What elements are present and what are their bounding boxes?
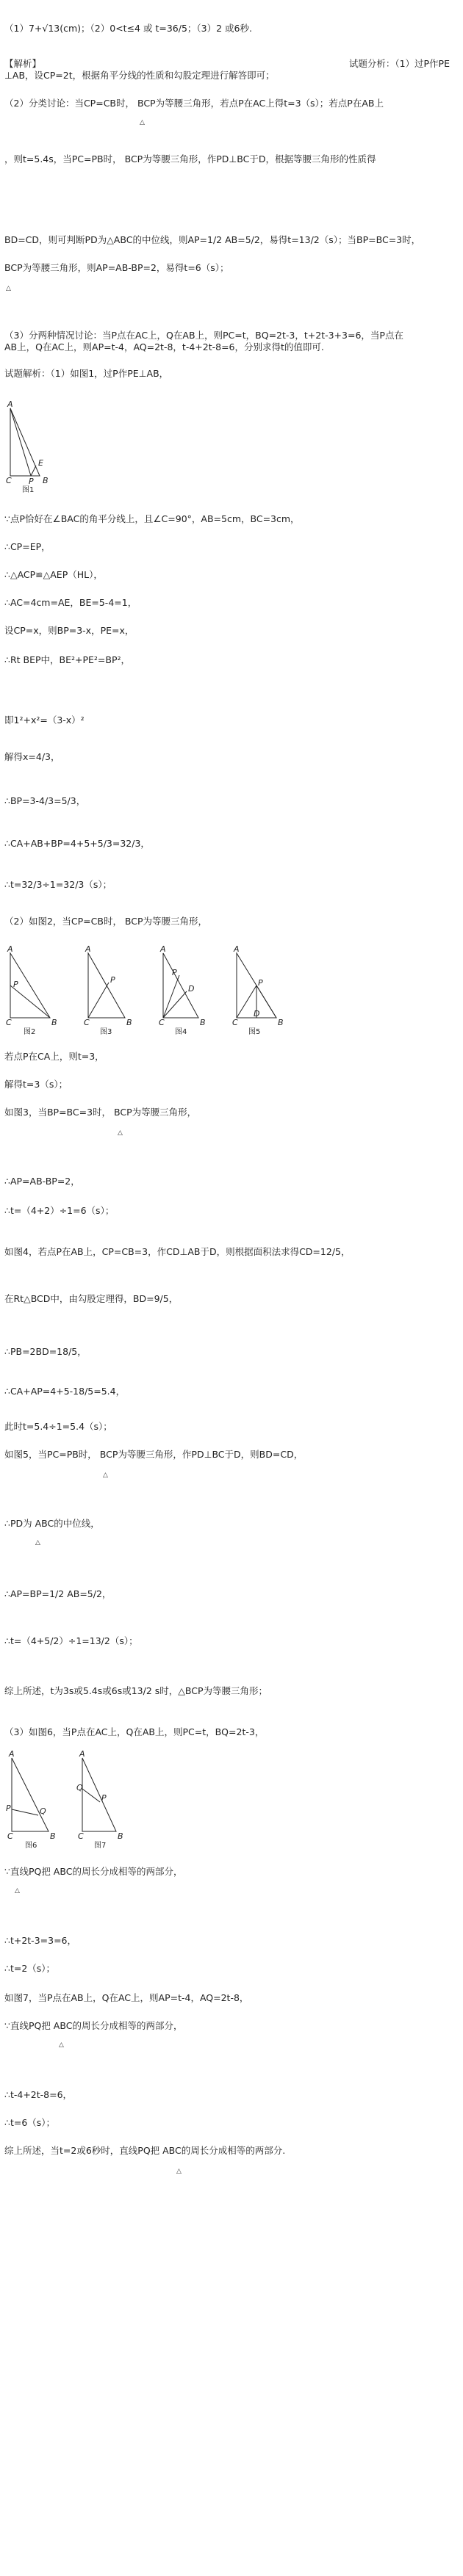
solution-step: ∴t=（4+5/2）÷1=13/2（s）； [4,1635,138,1646]
analysis-intro-right: 试题分析：（1）过P作PE [348,58,450,69]
label-D: D [254,1009,260,1019]
solution-step: ∴CA+AP=4+5-18/5=5.4， [4,1386,126,1397]
analysis-intro-line2: ⊥AB，设CP=2t，根据角平分线的性质和勾股定理进行解答即可； [4,70,275,81]
solution-step: 如图5，当PC=PB时， BCP为等腰三角形，作PD⊥BC于D，则BD=CD， [4,1449,304,1460]
label-A: A [79,1749,85,1759]
triangle-symbol: △ [59,2041,64,2049]
solution-step: 如图3，当BP=BC=3时， BCP为等腰三角形， [4,1107,197,1118]
figures-6-7 [6,1751,153,1856]
caption-fig3: 图3 [100,1028,112,1036]
triangle-symbol: △ [15,1887,20,1895]
solution-step: 解得x=4/3， [4,751,60,762]
solution-step: ∴Rt BEP中，BE²+PE²=BP²， [4,654,131,665]
label-C: C [6,476,12,485]
solution-step: ∵点P恰好在∠BAC的角平分线上，且∠C=90°，AB=5cm，BC=3cm， [4,513,300,524]
triangle-symbol: △ [176,2168,182,2175]
label-P: P [172,968,177,977]
label-A: A [160,944,166,954]
caption-fig6: 图6 [25,1842,37,1850]
solution-step: ∴t=2（s）； [4,1963,56,1974]
analysis-p2-line3: BD=CD，则可判断PD为△ABC的中位线，则AP=1/2 AB=5/2，易得t=13/2（s）；当BP=BC=3时， [4,234,421,245]
label-A: A [9,1749,15,1759]
triangle-symbol: △ [35,1539,40,1546]
label-C: C [84,1018,90,1027]
label-Q: Q [40,1806,46,1816]
solution-step: 解得t=3（s）； [4,1079,68,1090]
analysis-p3-line1: （3）分两种情况讨论：当P点在AC上，Q在AB上，则PC=t，BQ=2t-3，t+2t-3+3=6，当P点在 [4,330,403,341]
analysis-p2-line2: ，则t=5.4s，当PC=PB时， BCP为等腰三角形，作PD⊥BC于D，根据等腰三角形的性质得 [4,153,376,164]
solution-step: ∴t-4+2t-8=6， [4,2089,73,2100]
solution-step: 如图4，若点P在AB上，CP=CB=3，作CD⊥AB于D，则根据面积法求得CD=12/5， [4,1246,351,1257]
label-B: B [43,476,49,485]
label-B: B [126,1018,132,1027]
solution-step: ∴AP=AB-BP=2， [4,1176,80,1187]
label-A: A [7,944,13,954]
analysis-p2-line4: BCP为等腰三角形，则AP=AB-BP=2，易得t=6（s）； [4,262,229,273]
caption-fig4: 图4 [175,1028,187,1036]
label-E: E [38,458,43,468]
solution-step: ∴AP=BP=1/2 AB=5/2， [4,1588,112,1599]
solution-step: ∴t=32/3÷1=32/3（s）； [4,879,112,890]
figures-2-5 [6,944,315,1045]
label-B: B [51,1018,57,1027]
solution-step: ∴PD为 ABC的中位线， [4,1518,100,1529]
label-B: B [118,1831,123,1841]
caption-fig2: 图2 [24,1028,36,1036]
label-P: P [13,980,18,989]
label-C: C [232,1018,238,1027]
label-B: B [278,1018,284,1027]
solution-step: ∴CA+AB+BP=4+5+5/3=32/3， [4,838,150,849]
label-C: C [6,1018,12,1027]
caption-fig7: 图7 [94,1842,107,1850]
solution-step: 如图7，当P点在AB上，Q在AC上，则AP=t-4，AQ=2t-8， [4,1992,249,2003]
solution-step: ∵直线PQ把 ABC的周长分成相等的两部分， [4,2020,183,2031]
analysis-heading: 【解析】 [4,58,42,69]
solution-step: ∴t=6（s）； [4,2117,56,2128]
solution-step: 若点P在CA上，则t=3， [4,1051,104,1062]
triangle-symbol: △ [140,119,145,126]
solution-step: ∴t+2t-3=3=6， [4,1935,76,1946]
solution-step: 综上所述，t为3s或5.4s或6s或13/2 s时，△BCP为等腰三角形； [4,1685,268,1696]
solution-step: ∴BP=3-4/3=5/3， [4,795,86,806]
answer-line: （1）7+√13(cm)；（2）0<t≤4 或 t=36/5；（3）2 或6秒. [4,23,252,34]
label-P: P [6,1803,11,1813]
solution-step: 综上所述，当t=2或6秒时，直线PQ把 ABC的周长分成相等的两部分. [4,2145,286,2156]
solution-step: ∴△ACP≌△AEP（HL）， [4,569,103,580]
label-C: C [7,1831,13,1841]
triangle-symbol: △ [118,1129,123,1137]
solution-step: 设CP=x，则BP=3-x，PE=x， [4,625,134,636]
triangle-symbol: △ [103,1472,108,1479]
label-P: P [110,975,115,985]
analysis-p3-line2: AB上，Q在AC上，则AP=t-4，AQ=2t-8，t-4+2t-8=6，分别求得t的值即可. [4,341,324,352]
figure-1 [6,399,79,496]
solution-step: 此时t=5.4÷1=5.4（s）； [4,1421,112,1432]
solution-step: （2）如图2，当CP=CB时， BCP为等腰三角形， [4,916,208,927]
solution-step: （3）如图6，当P点在AC上，Q在AB上，则PC=t，BQ=2t-3， [4,1726,265,1737]
solution-step: ∴CP=EP， [4,541,51,552]
solution-intro: 试题解析：（1）如图1，过P作PE⊥AB， [4,368,169,379]
solution-step: ∴t=（4+2）÷1=6（s）； [4,1205,115,1216]
solution-step: ∵直线PQ把 ABC的周长分成相等的两部分， [4,1866,183,1877]
solution-step: ∴PB=2BD=18/5， [4,1346,87,1357]
solution-step: 即1²+x²=（3-x）² [4,714,85,726]
label-A: A [85,944,91,954]
label-C: C [159,1018,165,1027]
label-B: B [50,1831,56,1841]
label-A: A [234,944,240,954]
solution-step: 在Rt△BCD中，由勾股定理得，BD=9/5， [4,1293,179,1304]
analysis-p2-line1: （2）分类讨论：当CP=CB时， BCP为等腰三角形，若点P在AC上得t=3（s）；若点P在AB上 [4,98,384,109]
solution-step: ∴AC=4cm=AE，BE=5-4=1， [4,597,137,608]
label-P: P [101,1793,107,1803]
caption-fig5: 图5 [248,1028,261,1036]
label-Q: Q [76,1783,83,1792]
label-D: D [188,984,195,994]
label-C: C [78,1831,84,1841]
triangle-symbol: △ [6,285,11,292]
label-B: B [200,1018,206,1027]
label-A: A [7,399,13,409]
caption-fig1: 图1 [22,486,35,494]
label-P: P [258,978,263,988]
label-P: P [29,477,34,486]
